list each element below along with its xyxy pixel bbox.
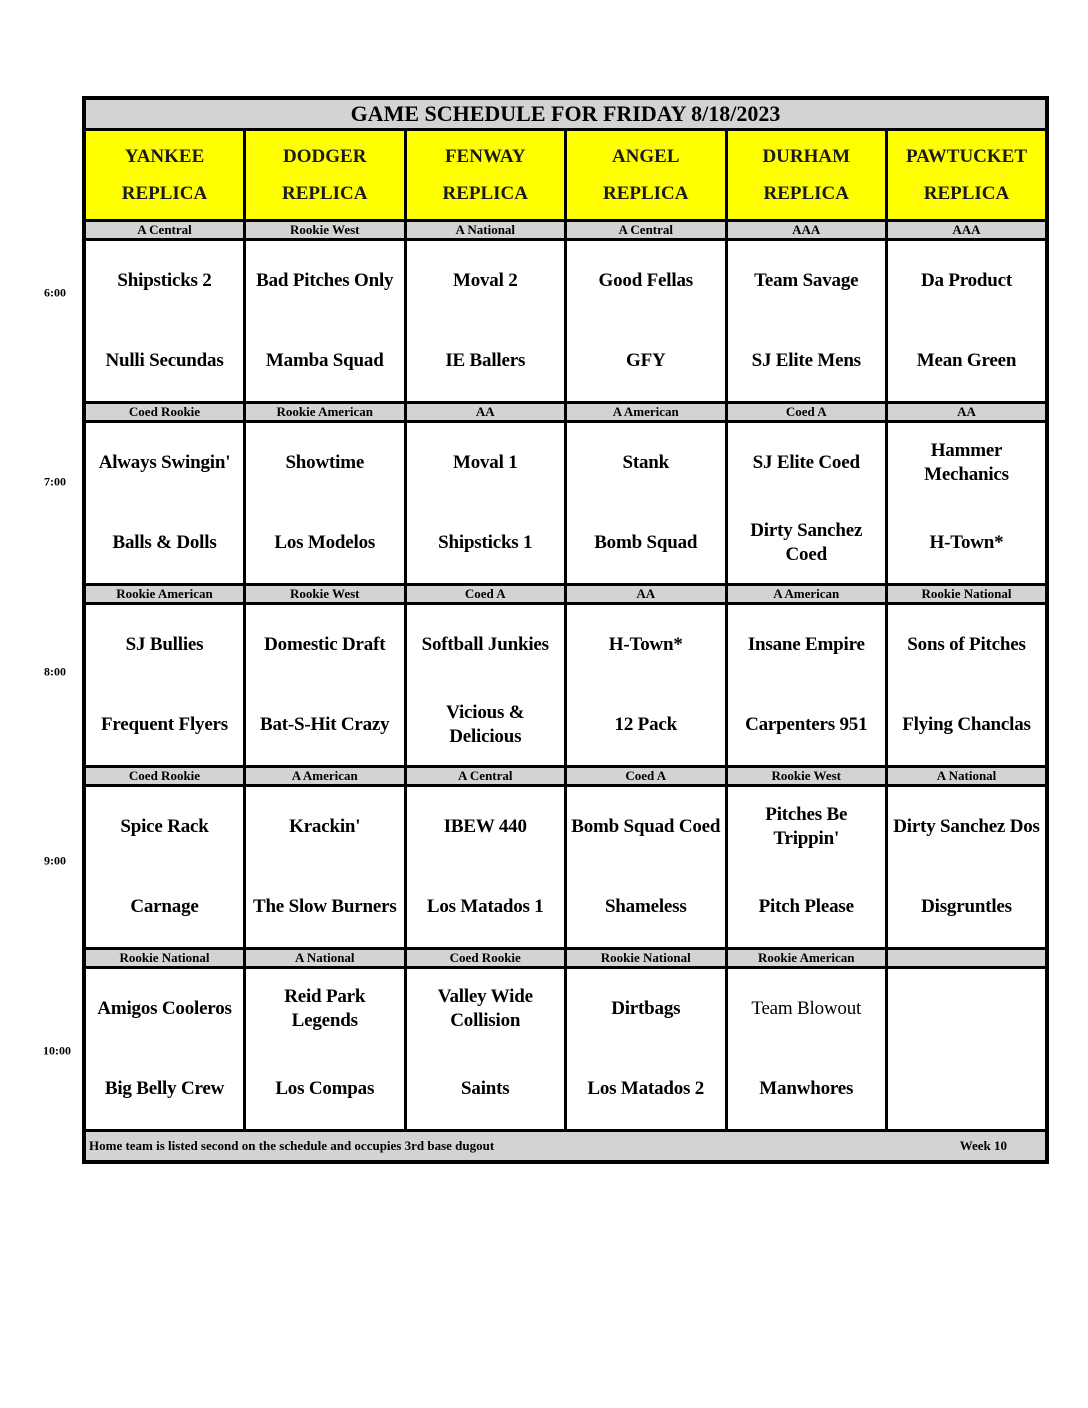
- away-team: Domestic Draft: [264, 634, 386, 655]
- game-cell: [887, 604, 1048, 767]
- game-matchup: [407, 787, 565, 947]
- game-matchup: [888, 969, 1045, 1129]
- division-row: [84, 221, 1047, 240]
- division-label: Coed A: [405, 585, 566, 604]
- field-header: [566, 130, 727, 221]
- division-row: [84, 403, 1047, 422]
- game-matchup: [888, 787, 1045, 947]
- footer-cell: [84, 1131, 1047, 1163]
- field-name: PAWTUCKET: [905, 146, 1028, 167]
- division-row: [84, 585, 1047, 604]
- away-team: H-Town*: [608, 634, 683, 655]
- division-label: AAA: [887, 221, 1048, 240]
- division-row: [84, 767, 1047, 786]
- away-team: Dirtbags: [611, 998, 681, 1019]
- games-row: [84, 422, 1047, 585]
- division-label: AA: [566, 585, 727, 604]
- home-team-note: Home team is listed second on the schedule and occupies 3rd base dugout: [89, 1138, 495, 1153]
- division-label: Coed A: [566, 767, 727, 786]
- away-team: Pitches Be Trippin': [765, 804, 848, 849]
- home-team: 12 Pack: [614, 714, 677, 735]
- game-cell: [405, 422, 566, 585]
- division-label: AA: [887, 403, 1048, 422]
- home-team: Los Compas: [275, 1078, 375, 1099]
- game-cell: [84, 604, 245, 767]
- week-label: Week 10: [959, 1138, 1007, 1153]
- division-label: A American: [566, 403, 727, 422]
- away-team: Reid Park Legends: [284, 986, 366, 1031]
- home-team: Carnage: [130, 896, 199, 917]
- away-team: Sons of Pitches: [907, 634, 1026, 655]
- time-label-7: 7:00: [44, 474, 66, 489]
- division-label: AAA: [726, 221, 887, 240]
- away-team: Hammer Mechanics: [924, 440, 1009, 485]
- away-team: Amigos Cooleros: [97, 998, 232, 1019]
- home-team: Mamba Squad: [265, 350, 384, 371]
- division-label: A National: [245, 949, 406, 968]
- game-cell: [245, 604, 406, 767]
- division-label: A National: [405, 221, 566, 240]
- games-row: [84, 240, 1047, 403]
- division-label: Rookie West: [726, 767, 887, 786]
- game-matchup: [567, 969, 725, 1129]
- away-team: Stank: [622, 452, 670, 473]
- game-matchup: [407, 423, 565, 583]
- division-label: Coed Rookie: [84, 403, 245, 422]
- game-matchup: [86, 605, 243, 765]
- field-header: [726, 130, 887, 221]
- game-matchup: [728, 605, 886, 765]
- division-label: Rookie National: [84, 949, 245, 968]
- home-team: Disgruntles: [921, 896, 1012, 917]
- schedule-title: GAME SCHEDULE FOR FRIDAY 8/18/2023: [84, 98, 1047, 130]
- field-header-row: [84, 130, 1047, 221]
- game-matchup: [888, 241, 1045, 401]
- home-team: Big Belly Crew: [104, 1078, 225, 1099]
- game-cell: [566, 422, 727, 585]
- division-label: AA: [405, 403, 566, 422]
- game-cell: [405, 240, 566, 403]
- field-name: ANGEL: [611, 146, 680, 167]
- away-team: Da Product: [920, 270, 1013, 291]
- time-label-10: 10:00: [43, 1043, 71, 1058]
- game-matchup: [888, 423, 1045, 583]
- game-matchup: [888, 605, 1045, 765]
- away-team: Moval 1: [452, 452, 518, 473]
- field-name: YANKEE: [124, 146, 205, 167]
- division-label: Rookie American: [245, 403, 406, 422]
- division-label: Coed A: [726, 403, 887, 422]
- away-team: SJ Bullies: [125, 634, 204, 655]
- game-cell: [405, 786, 566, 949]
- home-team: Los Modelos: [274, 532, 376, 553]
- field-header: [405, 130, 566, 221]
- away-team: Dirty Sanchez Dos: [893, 816, 1040, 837]
- home-team: Bomb Squad: [594, 532, 698, 553]
- away-team: IBEW 440: [443, 816, 527, 837]
- away-team: Insane Empire: [747, 634, 865, 655]
- game-matchup: [567, 423, 725, 583]
- game-cell: [566, 968, 727, 1131]
- game-matchup: [86, 423, 243, 583]
- game-cell: [84, 968, 245, 1131]
- game-matchup: [86, 969, 243, 1129]
- home-team: Bat-S-Hit Crazy: [260, 714, 390, 735]
- game-matchup: [246, 787, 404, 947]
- game-matchup: [86, 241, 243, 401]
- game-matchup: [86, 787, 243, 947]
- away-team: Valley Wide Collision: [437, 986, 533, 1031]
- game-cell: [245, 786, 406, 949]
- field-header: [887, 130, 1048, 221]
- away-team: Shipsticks 2: [117, 270, 212, 291]
- away-team: [888, 969, 1045, 1049]
- away-team: Spice Rack: [120, 816, 209, 837]
- time-label-6: 6:00: [44, 285, 66, 300]
- game-matchup: [728, 787, 886, 947]
- game-matchup: [246, 241, 404, 401]
- footer-content: [86, 1138, 1045, 1154]
- home-team: Nulli Secundas: [105, 350, 224, 371]
- division-row: [84, 949, 1047, 968]
- games-row: [84, 968, 1047, 1131]
- game-matchup: [567, 605, 725, 765]
- away-team: Moval 2: [452, 270, 518, 291]
- away-team: SJ Elite Coed: [752, 452, 860, 473]
- home-team: Los Matados 1: [426, 896, 544, 917]
- game-cell: [566, 786, 727, 949]
- home-team: IE Ballers: [445, 350, 526, 371]
- division-label: Rookie American: [84, 585, 245, 604]
- away-team: Krackin': [289, 816, 361, 837]
- division-label: Rookie National: [887, 585, 1048, 604]
- field-name: FENWAY: [444, 146, 526, 167]
- field-header: [84, 130, 245, 221]
- game-cell: [726, 422, 887, 585]
- division-label: A Central: [566, 221, 727, 240]
- game-cell: [245, 240, 406, 403]
- game-cell: [245, 422, 406, 585]
- field-sub: REPLICA: [763, 183, 849, 204]
- game-matchup: [407, 969, 565, 1129]
- time-label-8: 8:00: [44, 664, 66, 679]
- home-team: Balls & Dolls: [112, 532, 217, 553]
- game-cell: [566, 240, 727, 403]
- home-team: SJ Elite Mens: [751, 350, 861, 371]
- division-label: A American: [726, 585, 887, 604]
- game-cell: [726, 786, 887, 949]
- games-row: [84, 786, 1047, 949]
- game-cell: [887, 422, 1048, 585]
- game-cell: [405, 604, 566, 767]
- game-matchup: [728, 423, 886, 583]
- game-cell: [887, 240, 1048, 403]
- home-team: Carpenters 951: [745, 714, 868, 735]
- division-label: [887, 949, 1048, 968]
- field-name: DODGER: [283, 146, 367, 167]
- footer-row: [84, 1131, 1047, 1163]
- home-team: Vicious & Delicious: [446, 702, 525, 747]
- away-team: Team Blowout: [751, 998, 862, 1019]
- time-labels-column: [0, 0, 82, 1408]
- game-cell: [245, 968, 406, 1131]
- field-sub: REPLICA: [923, 183, 1010, 204]
- home-team: Manwhores: [759, 1078, 854, 1099]
- games-row: [84, 604, 1047, 767]
- division-label: Rookie National: [566, 949, 727, 968]
- title-row: [84, 98, 1047, 130]
- field-sub: REPLICA: [602, 183, 689, 204]
- game-cell: [405, 968, 566, 1131]
- game-cell: [84, 786, 245, 949]
- home-team: Saints: [461, 1078, 510, 1099]
- home-team: H-Town*: [929, 532, 1004, 553]
- away-team: Bomb Squad Coed: [571, 816, 721, 837]
- field-sub: REPLICA: [442, 183, 528, 204]
- game-cell: [84, 240, 245, 403]
- division-label: Coed Rookie: [84, 767, 245, 786]
- division-label: Rookie American: [726, 949, 887, 968]
- game-matchup: [567, 241, 725, 401]
- home-team: Shameless: [604, 896, 687, 917]
- home-team: GFY: [625, 350, 666, 371]
- home-team: Pitch Please: [758, 896, 854, 917]
- field-sub: REPLICA: [281, 183, 368, 204]
- home-team: Frequent Flyers: [101, 714, 228, 735]
- game-cell: [84, 422, 245, 585]
- game-matchup: [407, 605, 565, 765]
- game-matchup: [246, 423, 404, 583]
- game-cell: [566, 604, 727, 767]
- game-cell: [726, 240, 887, 403]
- home-team: Shipsticks 1: [438, 532, 533, 553]
- field-sub: REPLICA: [121, 183, 208, 204]
- division-label: A American: [245, 767, 406, 786]
- game-matchup: [728, 969, 886, 1129]
- home-team: Los Matados 2: [587, 1078, 705, 1099]
- home-team: Flying Chanclas: [902, 714, 1031, 735]
- home-team: Mean Green: [916, 350, 1017, 371]
- field-header: [245, 130, 406, 221]
- away-team: Team Savage: [754, 270, 859, 291]
- game-matchup: [407, 241, 565, 401]
- away-team: Good Fellas: [598, 270, 693, 291]
- game-matchup: [246, 605, 404, 765]
- away-team: Softball Junkies: [421, 634, 549, 655]
- division-label: A Central: [84, 221, 245, 240]
- game-matchup: [246, 969, 404, 1129]
- game-cell: [726, 968, 887, 1131]
- division-label: A Central: [405, 767, 566, 786]
- home-team: The Slow Burners: [252, 896, 397, 917]
- field-name: DURHAM: [762, 146, 851, 167]
- game-matchup: [567, 787, 725, 947]
- away-team: Always Swingin': [98, 452, 231, 473]
- away-team: Showtime: [285, 452, 365, 473]
- away-team: Bad Pitches Only: [256, 270, 394, 291]
- game-cell: [887, 786, 1048, 949]
- home-team: Dirty Sanchez Coed: [750, 520, 863, 565]
- division-label: Rookie West: [245, 585, 406, 604]
- game-matchup: [728, 241, 886, 401]
- home-team: [888, 1049, 1045, 1129]
- division-label: Coed Rookie: [405, 949, 566, 968]
- game-cell: [887, 968, 1048, 1131]
- game-cell: [726, 604, 887, 767]
- division-label: A National: [887, 767, 1048, 786]
- schedule-table: [82, 96, 1049, 1164]
- division-label: Rookie West: [245, 221, 406, 240]
- time-label-9: 9:00: [44, 853, 66, 868]
